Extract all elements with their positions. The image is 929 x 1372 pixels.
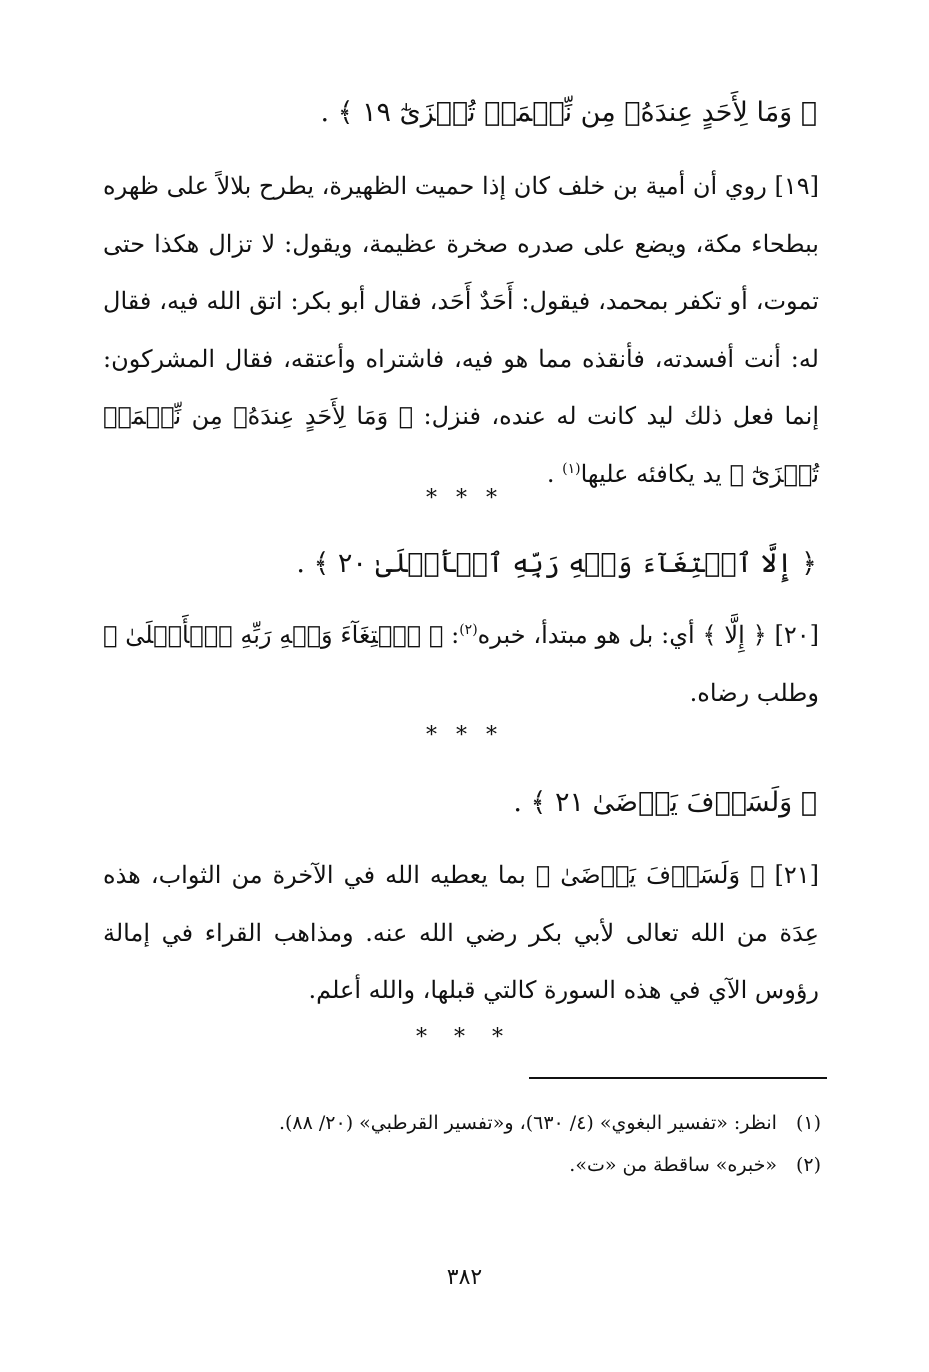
footnote-1	[105, 1112, 821, 1134]
verse-21: ﴿ وَلَسَوۡفَ يَرۡضَىٰ ٢١ ﴾ .	[513, 787, 817, 818]
footnote-2-number: (٢)	[795, 1154, 821, 1176]
commentary-19-text: [١٩] روي أن أمية بن خلف كان إذا حميت الظهيرة، يطرح بلالاً على ظهره ببطحاء مكة، ويضع على صدره صخرة عظيمة، ويقول: لا تزال هكذا حتى تموت، أو تكفر بمحمد، فيقول: أَحَدٌ أَحَد، فقال أبو بكر: اتق الله فيه، فقال له: أنت أفسدته، فأنقذه مما هو فيه، فاشتراه وأعتقه، فقال المشركون: إنما فعل ذلك ليد كانت له عنده، فنزل: ﴿ وَمَا لِأَحَدٍ عِندَهُۥ مِن نِّعۡمَةٖ تُجۡزَىٰٓ ﴾ يد يكافئه عليها	[103, 172, 820, 488]
separator-3: * * *	[416, 1025, 513, 1050]
footnote-divider	[529, 1077, 827, 1079]
commentary-21	[103, 847, 819, 1020]
commentary-20-rest: : ﴿ ٱبۡتِغَآءَ وَجۡهِ رَبِّهِ ٱلۡأَعۡلَىٰ ﴾ وطلب رضاه.	[103, 621, 819, 707]
footnote-mark-2: (٢)	[459, 622, 478, 638]
footnote-2	[105, 1154, 821, 1176]
commentary-20-start: [٢٠] ﴿ إِلَّا ﴾ أي: بل هو مبتدأ، خبره	[477, 621, 819, 649]
commentary-19	[103, 158, 819, 503]
footnote-2-text: «خبره» ساقطة من «ت».	[569, 1154, 777, 1176]
commentary-20	[103, 607, 819, 722]
verse-20: ﴿ إِلَّا ٱبۡتِغَآءَ وَجۡهِ رَبِّهِ ٱلۡأَعۡلَىٰ ٢٠ ﴾ .	[296, 548, 817, 579]
separator-1: * * *	[426, 486, 503, 511]
page-number: ٣٨٢	[446, 1265, 483, 1290]
footnote-mark-1: (١)	[562, 460, 581, 477]
separator-2: * * *	[426, 723, 503, 748]
footnote-1-text: انظر: «تفسير البغوي» (٤/ ٦٣٠)، و«تفسير القرطبي» (٢٠/ ٨٨).	[278, 1112, 777, 1134]
commentary-21-text: [٢١] ﴿ وَلَسَوۡفَ يَرۡضَىٰ ﴾ بما يعطيه الله في الآخرة من الثواب، هذه عِدَة من الله تعالى لأبي بكر رضي الله عنه. ومذاهب القراء في إمالة رؤوس الآي في هذه السورة كالتي قبلها، والله أعلم.	[103, 861, 819, 1004]
verse-19: ﴿ وَمَا لِأَحَدٍ عِندَهُۥ مِن نِّعۡمَةٖ تُجۡزَىٰٓ ١٩ ﴾ .	[320, 97, 817, 128]
commentary-19-end: .	[546, 459, 563, 488]
footnote-1-number: (١)	[795, 1112, 821, 1134]
